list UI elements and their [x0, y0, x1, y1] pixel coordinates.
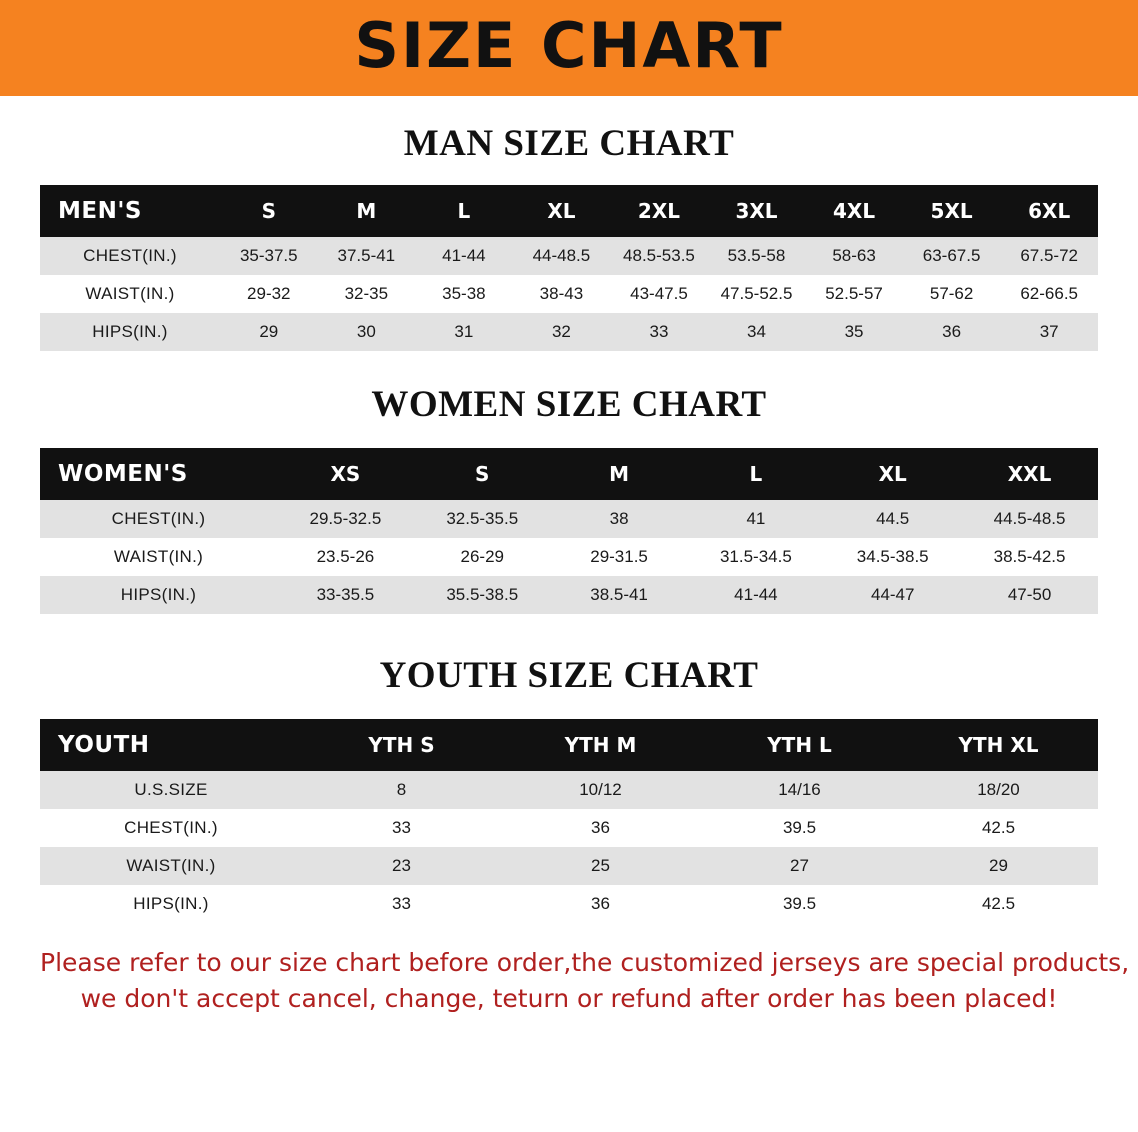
youth-header-label: YOUTH — [40, 719, 302, 771]
man-hips-xl: 32 — [513, 313, 611, 351]
table-row — [40, 809, 1098, 847]
youth-chest-xl: 42.5 — [899, 809, 1098, 847]
man-chest-xl: 44-48.5 — [513, 237, 611, 275]
man-table-body — [40, 237, 1098, 351]
women-chest-m: 38 — [551, 500, 688, 538]
man-waist-6xl: 62-66.5 — [1000, 275, 1098, 313]
youth-ussize-xl: 18/20 — [899, 771, 1098, 809]
disclaimer-note — [40, 945, 1130, 1016]
man-waist-s: 29-32 — [220, 275, 318, 313]
youth-ussize-s: 8 — [302, 771, 501, 809]
youth-hips-xl: 42.5 — [899, 885, 1098, 923]
man-chest-2xl: 48.5-53.5 — [610, 237, 708, 275]
youth-hips-m: 36 — [501, 885, 700, 923]
man-row-waist-label: WAIST(IN.) — [40, 275, 220, 313]
women-waist-xs: 23.5-26 — [277, 538, 414, 576]
youth-size-table — [40, 719, 1098, 923]
women-waist-xxl: 38.5-42.5 — [961, 538, 1098, 576]
man-hips-5xl: 36 — [903, 313, 1001, 351]
man-chest-6xl: 67.5-72 — [1000, 237, 1098, 275]
man-header-3xl: 3XL — [708, 185, 806, 237]
man-size-table-wrapper — [40, 185, 1098, 351]
youth-hips-l: 39.5 — [700, 885, 899, 923]
women-table-header — [40, 448, 1098, 500]
table-row — [40, 576, 1098, 614]
man-header-xl: XL — [513, 185, 611, 237]
man-header-m: M — [318, 185, 416, 237]
youth-row-hips-label: HIPS(IN.) — [40, 885, 302, 923]
women-hips-l: 41-44 — [687, 576, 824, 614]
man-hips-s: 29 — [220, 313, 318, 351]
youth-header-m: YTH M — [501, 719, 700, 771]
page-title: SIZE CHART — [354, 9, 784, 82]
man-chest-3xl: 53.5-58 — [708, 237, 806, 275]
man-chest-s: 35-37.5 — [220, 237, 318, 275]
table-header-row — [40, 448, 1098, 500]
women-row-waist-label: WAIST(IN.) — [40, 538, 277, 576]
women-chest-xl: 44.5 — [824, 500, 961, 538]
youth-chest-m: 36 — [501, 809, 700, 847]
man-hips-m: 30 — [318, 313, 416, 351]
man-chest-4xl: 58-63 — [805, 237, 903, 275]
man-header-4xl: 4XL — [805, 185, 903, 237]
man-header-label: MEN'S — [40, 185, 220, 237]
man-waist-5xl: 57-62 — [903, 275, 1001, 313]
youth-header-s: YTH S — [302, 719, 501, 771]
man-hips-3xl: 34 — [708, 313, 806, 351]
table-row — [40, 538, 1098, 576]
women-row-hips-label: HIPS(IN.) — [40, 576, 277, 614]
man-waist-2xl: 43-47.5 — [610, 275, 708, 313]
women-chest-s: 32.5-35.5 — [414, 500, 551, 538]
youth-ussize-m: 10/12 — [501, 771, 700, 809]
man-hips-4xl: 35 — [805, 313, 903, 351]
table-row — [40, 847, 1098, 885]
man-hips-l: 31 — [415, 313, 513, 351]
youth-hips-s: 33 — [302, 885, 501, 923]
table-row — [40, 275, 1098, 313]
man-table-header — [40, 185, 1098, 237]
man-chest-m: 37.5-41 — [318, 237, 416, 275]
man-section-title: MAN SIZE CHART — [403, 123, 735, 164]
youth-table-body — [40, 771, 1098, 923]
women-waist-m: 29-31.5 — [551, 538, 688, 576]
women-section-title: WOMEN SIZE CHART — [371, 384, 767, 425]
man-waist-m: 32-35 — [318, 275, 416, 313]
table-row — [40, 237, 1098, 275]
disclaimer-line-2: we don't accept cancel, change, teturn or refund after order has been placed! — [80, 983, 1058, 1013]
women-header-s: S — [414, 448, 551, 500]
table-row — [40, 313, 1098, 351]
women-header-xl: XL — [824, 448, 961, 500]
table-row — [40, 500, 1098, 538]
youth-header-l: YTH L — [700, 719, 899, 771]
women-header-label: WOMEN'S — [40, 448, 277, 500]
women-waist-xl: 34.5-38.5 — [824, 538, 961, 576]
youth-waist-s: 23 — [302, 847, 501, 885]
man-waist-3xl: 47.5-52.5 — [708, 275, 806, 313]
man-header-l: L — [415, 185, 513, 237]
youth-size-table-wrapper — [40, 719, 1098, 923]
youth-row-chest-label: CHEST(IN.) — [40, 809, 302, 847]
women-row-chest-label: CHEST(IN.) — [40, 500, 277, 538]
women-header-xs: XS — [277, 448, 414, 500]
women-header-l: L — [687, 448, 824, 500]
women-table-body — [40, 500, 1098, 614]
man-row-chest-label: CHEST(IN.) — [40, 237, 220, 275]
women-size-table-wrapper — [40, 448, 1098, 614]
women-chest-xxl: 44.5-48.5 — [961, 500, 1098, 538]
youth-row-waist-label: WAIST(IN.) — [40, 847, 302, 885]
man-hips-2xl: 33 — [610, 313, 708, 351]
youth-chest-l: 39.5 — [700, 809, 899, 847]
youth-waist-l: 27 — [700, 847, 899, 885]
women-size-table — [40, 448, 1098, 614]
man-row-hips-label: HIPS(IN.) — [40, 313, 220, 351]
women-hips-m: 38.5-41 — [551, 576, 688, 614]
women-hips-xl: 44-47 — [824, 576, 961, 614]
man-header-2xl: 2XL — [610, 185, 708, 237]
man-hips-6xl: 37 — [1000, 313, 1098, 351]
women-hips-xs: 33-35.5 — [277, 576, 414, 614]
man-header-s: S — [220, 185, 318, 237]
women-hips-xxl: 47-50 — [961, 576, 1098, 614]
youth-ussize-l: 14/16 — [700, 771, 899, 809]
banner — [0, 0, 1138, 96]
youth-waist-m: 25 — [501, 847, 700, 885]
women-chest-xs: 29.5-32.5 — [277, 500, 414, 538]
women-waist-l: 31.5-34.5 — [687, 538, 824, 576]
women-header-m: M — [551, 448, 688, 500]
youth-waist-xl: 29 — [899, 847, 1098, 885]
table-header-row — [40, 185, 1098, 237]
women-waist-s: 26-29 — [414, 538, 551, 576]
man-waist-l: 35-38 — [415, 275, 513, 313]
man-size-table — [40, 185, 1098, 351]
women-chest-l: 41 — [687, 500, 824, 538]
man-chest-5xl: 63-67.5 — [903, 237, 1001, 275]
table-row — [40, 885, 1098, 923]
youth-chest-s: 33 — [302, 809, 501, 847]
man-chest-l: 41-44 — [415, 237, 513, 275]
man-waist-xl: 38-43 — [513, 275, 611, 313]
man-header-5xl: 5XL — [903, 185, 1001, 237]
women-header-xxl: XXL — [961, 448, 1098, 500]
youth-table-header — [40, 719, 1098, 771]
table-row — [40, 771, 1098, 809]
table-header-row — [40, 719, 1098, 771]
man-waist-4xl: 52.5-57 — [805, 275, 903, 313]
disclaimer-line-1: Please refer to our size chart before order,the customized jerseys are special products, — [40, 948, 1130, 977]
youth-row-ussize-label: U.S.SIZE — [40, 771, 302, 809]
youth-header-xl: YTH XL — [899, 719, 1098, 771]
youth-section-title: YOUTH SIZE CHART — [379, 655, 759, 696]
women-hips-s: 35.5-38.5 — [414, 576, 551, 614]
man-header-6xl: 6XL — [1000, 185, 1098, 237]
